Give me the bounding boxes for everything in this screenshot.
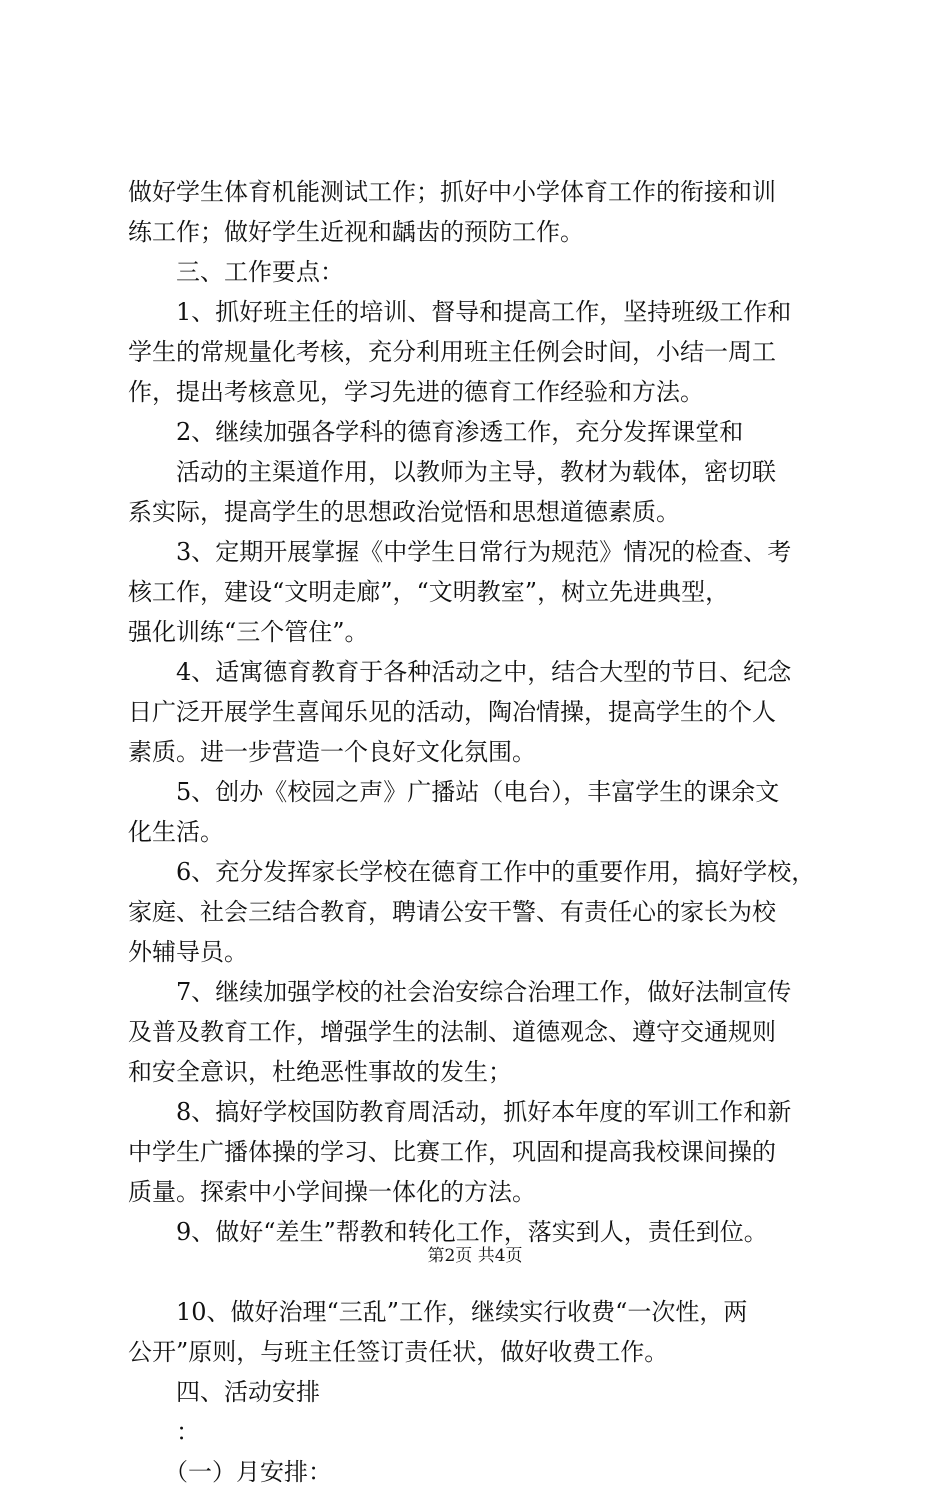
- subsection-heading: （一）月安排：: [128, 1458, 332, 1486]
- text-line: 4、适寓德育教育于各种活动之中，结合大型的节日、纪念: [128, 658, 792, 686]
- text-line: 日广泛开展学生喜闻乐见的活动，陶冶情操，提高学生的个人: [128, 698, 776, 726]
- text-line: 公开”原则，与班主任签订责任状，做好收费工作。: [128, 1338, 669, 1366]
- text-line: 8、搞好学校国防教育周活动，抓好本年度的军训工作和新: [128, 1098, 792, 1126]
- section-heading: 三、工作要点：: [128, 258, 344, 286]
- text-line: ：: [128, 1418, 200, 1446]
- text-line: 10、做好治理“三乱”工作，继续实行收费“一次性，两: [128, 1298, 748, 1326]
- text-line: 练工作；做好学生近视和龋齿的预防工作。: [128, 218, 584, 246]
- text-line: 及普及教育工作，增强学生的法制、道德观念、遵守交通规则: [128, 1018, 776, 1046]
- text-line: 和安全意识，杜绝恶性事故的发生；: [128, 1058, 512, 1086]
- document-body: [128, 172, 828, 1492]
- text-line: 作，提出考核意见，学习先进的德育工作经验和方法。: [128, 378, 704, 406]
- text-line: 2、继续加强各学科的德育渗透工作，充分发挥课堂和: [128, 418, 744, 446]
- text-line: 质量。探索中小学间操一体化的方法。: [128, 1178, 536, 1206]
- section-heading: 四、活动安排: [128, 1378, 320, 1406]
- text-line: 外辅导员。: [128, 938, 248, 966]
- page-number-footer: 第2页 共4页: [427, 1246, 523, 1266]
- text-line: 1、抓好班主任的培训、督导和提高工作，坚持班级工作和: [128, 298, 792, 326]
- text-line: 家庭、社会三结合教育，聘请公安干警、有责任心的家长为校: [128, 898, 776, 926]
- text-line: 9、做好“差生”帮教和转化工作，落实到人，责任到位。: [128, 1218, 768, 1246]
- text-line: 7、继续加强学校的社会治安综合治理工作，做好法制宣传: [128, 978, 792, 1006]
- text-line: 系实际，提高学生的思想政治觉悟和思想道德素质。: [128, 498, 680, 526]
- text-line: 素质。进一步营造一个良好文化氛围。: [128, 738, 536, 766]
- text-line: 5、创办《校园之声》广播站（电台），丰富学生的课余文: [128, 778, 780, 806]
- text-line: 活动的主渠道作用，以教师为主导，教材为载体，密切联: [128, 458, 776, 486]
- text-line: 6、充分发挥家长学校在德育工作中的重要作用，搞好学校，: [128, 858, 816, 886]
- text-line: 学生的常规量化考核，充分利用班主任例会时间，小结一周工: [128, 338, 776, 366]
- text-line: 强化训练“三个管住”。: [128, 618, 369, 646]
- text-line: 中学生广播体操的学习、比赛工作，巩固和提高我校课间操的: [128, 1138, 776, 1166]
- text-line: 核工作，建设“文明走廊”，“文明教室”，树立先进典型，: [128, 578, 730, 606]
- text-line: 做好学生体育机能测试工作；抓好中小学体育工作的衔接和训: [128, 178, 776, 206]
- text-line: 3、定期开展掌握《中学生日常行为规范》情况的检查、考: [128, 538, 792, 566]
- text-line: 化生活。: [128, 818, 224, 846]
